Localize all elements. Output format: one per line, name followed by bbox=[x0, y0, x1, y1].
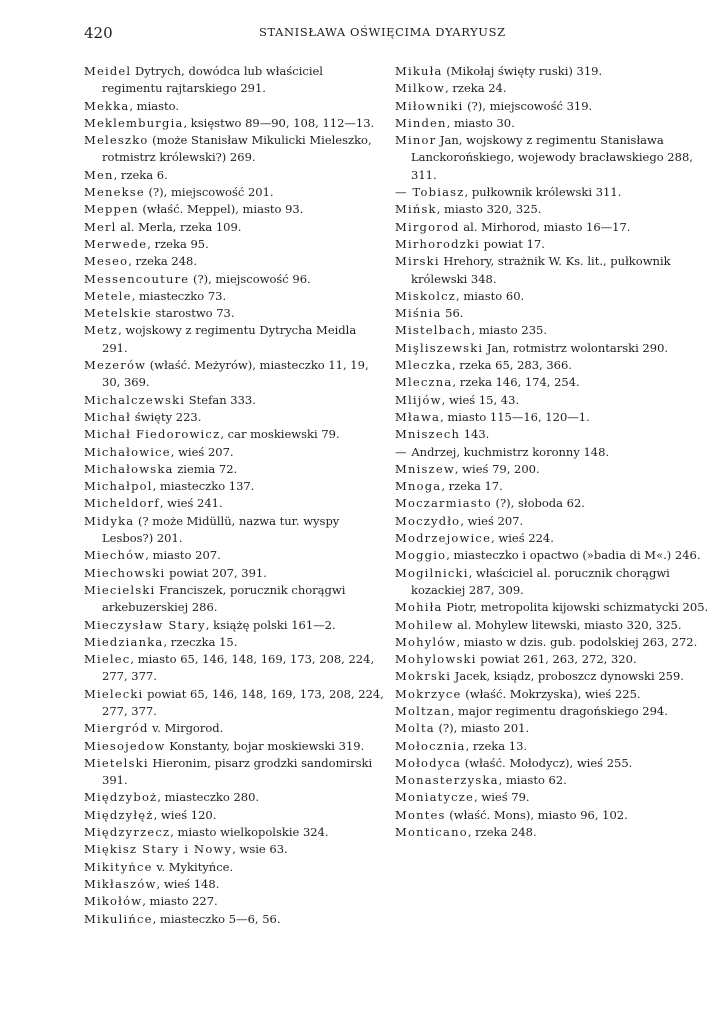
entry-headword: Michałowska bbox=[84, 461, 174, 476]
index-entry bbox=[84, 98, 384, 115]
entry-headword: Mokrski bbox=[395, 669, 452, 684]
entry-text: Franciszek, porucznik chorągwi arkebuzerskiej 286. bbox=[102, 582, 346, 615]
index-entry bbox=[395, 461, 711, 478]
entry-text: powiat 207, 391. bbox=[165, 565, 267, 580]
entry-text: , miasto 60. bbox=[456, 288, 525, 303]
entry-text: , major regimentu dragońskiego 294. bbox=[450, 703, 668, 718]
entry-text: , wieś 79. bbox=[474, 790, 530, 805]
entry-headword: Molta bbox=[395, 721, 435, 736]
index-entry bbox=[84, 495, 384, 512]
index-entry bbox=[84, 409, 384, 426]
entry-text: , miasto wielkopolskie 324. bbox=[170, 825, 329, 840]
entry-text: Jan, rotmistrz wolontarski 290. bbox=[483, 340, 669, 355]
index-entry bbox=[395, 824, 711, 841]
entry-text: , miasto. bbox=[129, 98, 180, 113]
index-entry bbox=[395, 530, 711, 547]
entry-headword: Mieczysław Stary bbox=[84, 617, 206, 632]
index-entry bbox=[395, 617, 711, 634]
entry-text: Hrehory, strażnik W. Ks. lit., pułkownik królewski 348. bbox=[411, 254, 671, 286]
entry-text: (? może Midüllü, nazwa tur. wyspy Lesbos?) 201. bbox=[102, 513, 340, 546]
entry-headword: Moltzan bbox=[395, 703, 451, 718]
index-entry bbox=[84, 789, 384, 806]
index-entry bbox=[395, 288, 711, 305]
index-entry bbox=[84, 807, 384, 824]
entry-headword: Metele bbox=[84, 288, 132, 303]
entry-text: (?), miejscowość 201. bbox=[144, 185, 274, 200]
entry-headword: Moczarmiasto bbox=[395, 496, 492, 511]
entry-text: , wojskowy z regimentu Dytrycha Meidla 291. bbox=[102, 323, 357, 355]
entry-headword: Mohiła bbox=[395, 600, 443, 615]
entry-headword: Miechowski bbox=[84, 565, 166, 580]
entry-text: 56. bbox=[441, 306, 464, 321]
index-entry bbox=[395, 115, 711, 132]
entry-headword: Mikityńce bbox=[84, 859, 153, 874]
entry-text: , miasteczko i opactwo (»badia di M«.) 246. bbox=[446, 548, 701, 563]
entry-headword: Meidel bbox=[84, 64, 132, 78]
entry-headword: Michałpol bbox=[84, 479, 153, 494]
entry-text: , rzeka 65, 283, 366. bbox=[451, 358, 572, 373]
index-entry bbox=[84, 132, 384, 167]
entry-headword: Moczydło bbox=[395, 513, 461, 528]
entry-text: , wieś 120. bbox=[153, 807, 217, 822]
index-entry bbox=[84, 357, 384, 392]
index-entry bbox=[84, 841, 384, 858]
entry-headword: Metz bbox=[84, 323, 119, 338]
entry-headword: Mielec bbox=[84, 652, 131, 667]
entry-text: , książę polski 161—2. bbox=[205, 617, 336, 632]
entry-headword: — bbox=[395, 444, 408, 459]
index-entry bbox=[395, 807, 711, 824]
index-entry bbox=[395, 651, 711, 668]
entry-headword: Messencouture bbox=[84, 271, 190, 286]
index-entry bbox=[395, 755, 711, 772]
index-entry bbox=[395, 478, 711, 495]
index-entry bbox=[84, 426, 384, 443]
entry-headword: Michalczewski bbox=[84, 392, 186, 407]
entry-headword: Monasterzyska bbox=[395, 773, 499, 788]
entry-headword: Miergród bbox=[84, 721, 149, 736]
entry-headword: — Tobiasz bbox=[395, 185, 465, 200]
index-entry bbox=[395, 668, 711, 685]
entry-headword: Minden bbox=[395, 115, 447, 130]
index-column-right bbox=[395, 63, 711, 841]
index-entry bbox=[84, 565, 384, 582]
entry-headword: Midyka bbox=[84, 513, 135, 528]
entry-text: Konstanty, bojar moskiewski 319. bbox=[165, 738, 365, 753]
entry-text: , miasto 65, 146, 148, 169, 173, 208, 224, 277, 377. bbox=[102, 652, 375, 684]
index-entry bbox=[84, 444, 384, 461]
entry-headword: Milkow bbox=[395, 81, 446, 96]
index-entry bbox=[395, 357, 711, 374]
entry-text: (?), słoboda 62. bbox=[491, 496, 585, 511]
entry-text: al. Merla, rzeka 109. bbox=[116, 219, 242, 234]
entry-text: , właściciel al. porucznik chorągwi kozackiej 287, 309. bbox=[411, 565, 670, 597]
index-entry bbox=[84, 392, 384, 409]
index-entry bbox=[395, 513, 711, 530]
entry-text: Hieronim, pisarz grodzki sandomirski 391. bbox=[102, 755, 373, 788]
entry-headword: Miesojedow bbox=[84, 738, 166, 753]
entry-text: , miasto 227. bbox=[142, 894, 218, 909]
entry-headword: Modrzejowice bbox=[395, 531, 492, 546]
entry-text: , miasto 30. bbox=[446, 115, 515, 130]
entry-headword: Moniatycze bbox=[395, 790, 475, 805]
entry-text: (właść. Meppel), miasto 93. bbox=[138, 202, 304, 217]
index-entry bbox=[395, 201, 711, 218]
index-entry bbox=[395, 703, 711, 720]
entry-headword: Micheldorf bbox=[84, 496, 160, 511]
entry-headword: Monticano bbox=[395, 825, 468, 840]
index-entry bbox=[84, 478, 384, 495]
index-entry bbox=[84, 582, 384, 617]
index-entry bbox=[395, 789, 711, 806]
entry-text: święty 223. bbox=[131, 409, 202, 424]
index-entry bbox=[395, 184, 711, 201]
entry-text: , miasto 62. bbox=[498, 773, 567, 788]
index-entry bbox=[395, 236, 711, 253]
entry-text: starostwo 73. bbox=[151, 306, 235, 321]
entry-text: powiat 65, 146, 148, 169, 173, 208, 224, 277, 377. bbox=[102, 686, 384, 718]
entry-headword: Miecielski bbox=[84, 582, 156, 597]
index-entry bbox=[395, 547, 711, 564]
entry-headword: Mohilew bbox=[395, 617, 454, 632]
entry-text: , miasteczko 73. bbox=[131, 288, 227, 303]
entry-text: powiat 17. bbox=[479, 236, 545, 251]
entry-headword: Międzyłęż bbox=[84, 807, 154, 822]
entry-text: v. Mykityńce. bbox=[152, 859, 234, 874]
index-entry bbox=[395, 219, 711, 236]
entry-text: , rzeka 248. bbox=[467, 825, 537, 840]
index-entry bbox=[84, 634, 384, 651]
entry-headword: Meklemburgia bbox=[84, 115, 184, 130]
page-number: 420 bbox=[84, 24, 113, 42]
index-entry bbox=[395, 565, 711, 600]
entry-text: , wieś 241. bbox=[159, 496, 223, 511]
entry-headword: Mińsk bbox=[395, 202, 437, 217]
index-entry bbox=[395, 409, 711, 426]
entry-headword: Meseo bbox=[84, 254, 129, 269]
entry-text: v. Mirgorod. bbox=[148, 721, 224, 736]
entry-headword: Meppen bbox=[84, 202, 139, 217]
entry-headword: Mohylowski bbox=[395, 652, 477, 667]
entry-text: , rzeka 6. bbox=[113, 167, 168, 182]
entry-text: al. Mohylew litewski, miasto 320, 325. bbox=[453, 617, 682, 632]
entry-text: , wieś 207. bbox=[170, 444, 234, 459]
entry-text: , miasto w dzis. gub. podolskiej 263, 272. bbox=[456, 634, 698, 649]
index-entry bbox=[84, 253, 384, 270]
entry-text: 143. bbox=[460, 427, 490, 442]
entry-text: , miasteczko 137. bbox=[152, 479, 255, 494]
entry-headword: Mişliszewski bbox=[395, 340, 484, 355]
entry-headword: Mlijów bbox=[395, 392, 442, 407]
entry-headword: Minor bbox=[395, 133, 437, 148]
entry-headword: Michał Fiedorowicz bbox=[84, 427, 221, 442]
index-entry bbox=[395, 772, 711, 789]
index-entry bbox=[84, 271, 384, 288]
entry-headword: Międzyboż bbox=[84, 790, 158, 805]
index-entry bbox=[84, 184, 384, 201]
index-entry bbox=[395, 444, 711, 461]
entry-headword: Mekka bbox=[84, 98, 130, 113]
index-entry bbox=[84, 461, 384, 478]
entry-text: Dytrych, dowódca lub właściciel regimentu rajtarskiego 291. bbox=[102, 64, 323, 96]
entry-text: , miasto 207. bbox=[145, 548, 221, 563]
entry-headword: Miskolcz bbox=[395, 288, 457, 303]
entry-text: , rzeka 146, 174, 254. bbox=[452, 375, 580, 390]
entry-text: , wieś 15, 43. bbox=[441, 392, 520, 407]
entry-headword: Mołodyca bbox=[395, 755, 462, 770]
entry-text: ziemia 72. bbox=[173, 461, 238, 476]
entry-headword: Michałowice bbox=[84, 444, 171, 459]
index-entry bbox=[84, 824, 384, 841]
index-entry bbox=[84, 876, 384, 893]
entry-text: , wieś 224. bbox=[491, 531, 554, 546]
index-entry bbox=[84, 617, 384, 634]
index-entry bbox=[395, 392, 711, 409]
index-entry bbox=[84, 305, 384, 322]
running-title: STANISŁAWA OŚWIĘCIMA DYARYUSZ bbox=[259, 25, 506, 39]
index-entry bbox=[84, 322, 384, 357]
index-entry bbox=[84, 201, 384, 218]
index-entry bbox=[84, 651, 384, 686]
entry-headword: Mogilnicki bbox=[395, 565, 469, 580]
entry-text: (?), miasto 201. bbox=[434, 721, 530, 736]
entry-text: , rzeka 248. bbox=[128, 254, 197, 269]
entry-headword: Montes bbox=[395, 807, 446, 822]
entry-headword: Moggio bbox=[395, 548, 447, 563]
entry-text: (właść. Meżyrów), miasteczko 11, 19, 30, 369. bbox=[102, 358, 369, 390]
index-entry bbox=[84, 755, 384, 790]
index-entry bbox=[395, 98, 711, 115]
entry-text: , miasto 235. bbox=[471, 323, 547, 338]
index-entry bbox=[395, 426, 711, 443]
index-entry bbox=[395, 374, 711, 391]
entry-headword: Międzyrzecz bbox=[84, 825, 171, 840]
page-header bbox=[84, 24, 690, 46]
entry-text: , wieś 79, 200. bbox=[454, 461, 540, 476]
entry-text: (właść. Mons), miasto 96, 102. bbox=[445, 807, 628, 822]
index-entry bbox=[84, 167, 384, 184]
index-entry bbox=[395, 322, 711, 339]
entry-text: Jan, wojskowy z regimentu Stanisława Lanckorońskiego, wojewody bracławskiego 288, 311. bbox=[411, 133, 693, 182]
entry-headword: Mołocznia bbox=[395, 738, 466, 753]
entry-text: , rzeka 13. bbox=[465, 738, 528, 753]
entry-text: (właść. Mokrzyska), wieś 225. bbox=[461, 686, 641, 701]
entry-headword: Menekse bbox=[84, 185, 145, 200]
entry-text: , miasteczko 280. bbox=[157, 790, 260, 805]
index-entry bbox=[84, 115, 384, 132]
index-entry bbox=[395, 738, 711, 755]
entry-headword: Men bbox=[84, 167, 114, 182]
entry-headword: Mikłaszów bbox=[84, 876, 157, 891]
entry-headword: Mistelbach bbox=[395, 323, 472, 338]
entry-text: , wieś 207. bbox=[460, 513, 524, 528]
index-entry bbox=[84, 720, 384, 737]
index-entry bbox=[84, 63, 384, 98]
entry-text: , rzeczka 15. bbox=[163, 634, 238, 649]
entry-text: (Mikołaj święty ruski) 319. bbox=[442, 64, 603, 78]
entry-headword: Mniszech bbox=[395, 427, 461, 442]
entry-text: Andrzej, kuchmistrz koronny 148. bbox=[407, 444, 610, 459]
index-entry bbox=[84, 513, 384, 548]
entry-headword: Miękisz Stary i Nowy bbox=[84, 842, 233, 857]
index-entry bbox=[395, 253, 711, 288]
entry-text: (może Stanisław Mikulicki Mieleszko, rotmistrz królewski?) 269. bbox=[102, 133, 372, 165]
index-entry bbox=[395, 634, 711, 651]
entry-text: Stefan 333. bbox=[185, 392, 256, 407]
index-entry bbox=[84, 288, 384, 305]
entry-text: Piotr, metropolita kijowski schizmatycki 205. bbox=[442, 600, 709, 615]
index-entry bbox=[395, 305, 711, 322]
entry-text: , miasteczko 5—6, 56. bbox=[152, 911, 281, 926]
index-entry bbox=[395, 599, 711, 616]
index-entry bbox=[395, 63, 711, 80]
entry-headword: Miechów bbox=[84, 548, 146, 563]
entry-headword: Mikołów bbox=[84, 894, 143, 909]
index-entry bbox=[84, 893, 384, 910]
entry-headword: Mokrzyce bbox=[395, 686, 462, 701]
entry-headword: Merl bbox=[84, 219, 117, 234]
entry-headword: Mnoga bbox=[395, 479, 442, 494]
index-entry bbox=[84, 686, 384, 721]
entry-headword: Meleszko bbox=[84, 133, 149, 148]
entry-text: (właść. Mołodycz), wieś 255. bbox=[461, 755, 633, 770]
entry-headword: Mniszew bbox=[395, 461, 455, 476]
entry-headword: Mleczna bbox=[395, 375, 453, 390]
index-entry bbox=[84, 738, 384, 755]
entry-text: al. Mirhorod, miasto 16—17. bbox=[459, 219, 631, 234]
index-entry bbox=[395, 686, 711, 703]
entry-text: Jacek, ksiądz, proboszcz dynowski 259. bbox=[451, 669, 684, 684]
index-entry bbox=[84, 219, 384, 236]
index-entry bbox=[84, 859, 384, 876]
entry-text: , księstwo 89—90, 108, 112—13. bbox=[183, 115, 375, 130]
entry-headword: Michał bbox=[84, 409, 132, 424]
index-entry bbox=[395, 720, 711, 737]
index-column-left bbox=[84, 63, 384, 928]
entry-headword: Mława bbox=[395, 409, 441, 424]
entry-text: , rzeka 17. bbox=[441, 479, 503, 494]
entry-headword: Mohylów bbox=[395, 634, 457, 649]
entry-text: (?), miejscowość 96. bbox=[189, 271, 311, 286]
entry-text: , rzeka 95. bbox=[147, 236, 209, 251]
entry-headword: Miedzianka bbox=[84, 634, 164, 649]
entry-headword: Mikulińce bbox=[84, 911, 153, 926]
entry-text: , pułkownik królewski 311. bbox=[464, 185, 622, 200]
index-entry bbox=[395, 80, 711, 97]
entry-text: , rzeka 24. bbox=[445, 81, 507, 96]
entry-headword: Merwede bbox=[84, 236, 148, 251]
index-entry bbox=[84, 236, 384, 253]
index-entry bbox=[395, 495, 711, 512]
entry-headword: Miłowniki bbox=[395, 98, 464, 113]
entry-headword: Mirski bbox=[395, 254, 440, 269]
index-entry bbox=[84, 911, 384, 928]
entry-text: , wieś 148. bbox=[156, 876, 220, 891]
entry-text: , miasto 115—16, 120—1. bbox=[440, 409, 590, 424]
entry-headword: Mleczka bbox=[395, 358, 452, 373]
entry-headword: Mirhorodzki bbox=[395, 236, 480, 251]
entry-text: (?), miejscowość 319. bbox=[463, 98, 593, 113]
entry-headword: Mirgorod bbox=[395, 219, 460, 234]
entry-text: , car moskiewski 79. bbox=[220, 427, 340, 442]
entry-headword: Mezerów bbox=[84, 358, 147, 373]
entry-headword: Mikuła bbox=[395, 64, 443, 78]
entry-text: powiat 261, 263, 272, 320. bbox=[476, 652, 637, 667]
index-entry bbox=[395, 340, 711, 357]
entry-text: , wsie 63. bbox=[232, 842, 288, 857]
entry-headword: Mietelski bbox=[84, 755, 149, 770]
entry-headword: Mielecki bbox=[84, 686, 144, 701]
entry-text: , miasto 320, 325. bbox=[436, 202, 542, 217]
index-entry bbox=[84, 547, 384, 564]
entry-headword: Metelskie bbox=[84, 306, 152, 321]
index-entry bbox=[395, 132, 711, 184]
entry-headword: Miśnia bbox=[395, 306, 442, 321]
